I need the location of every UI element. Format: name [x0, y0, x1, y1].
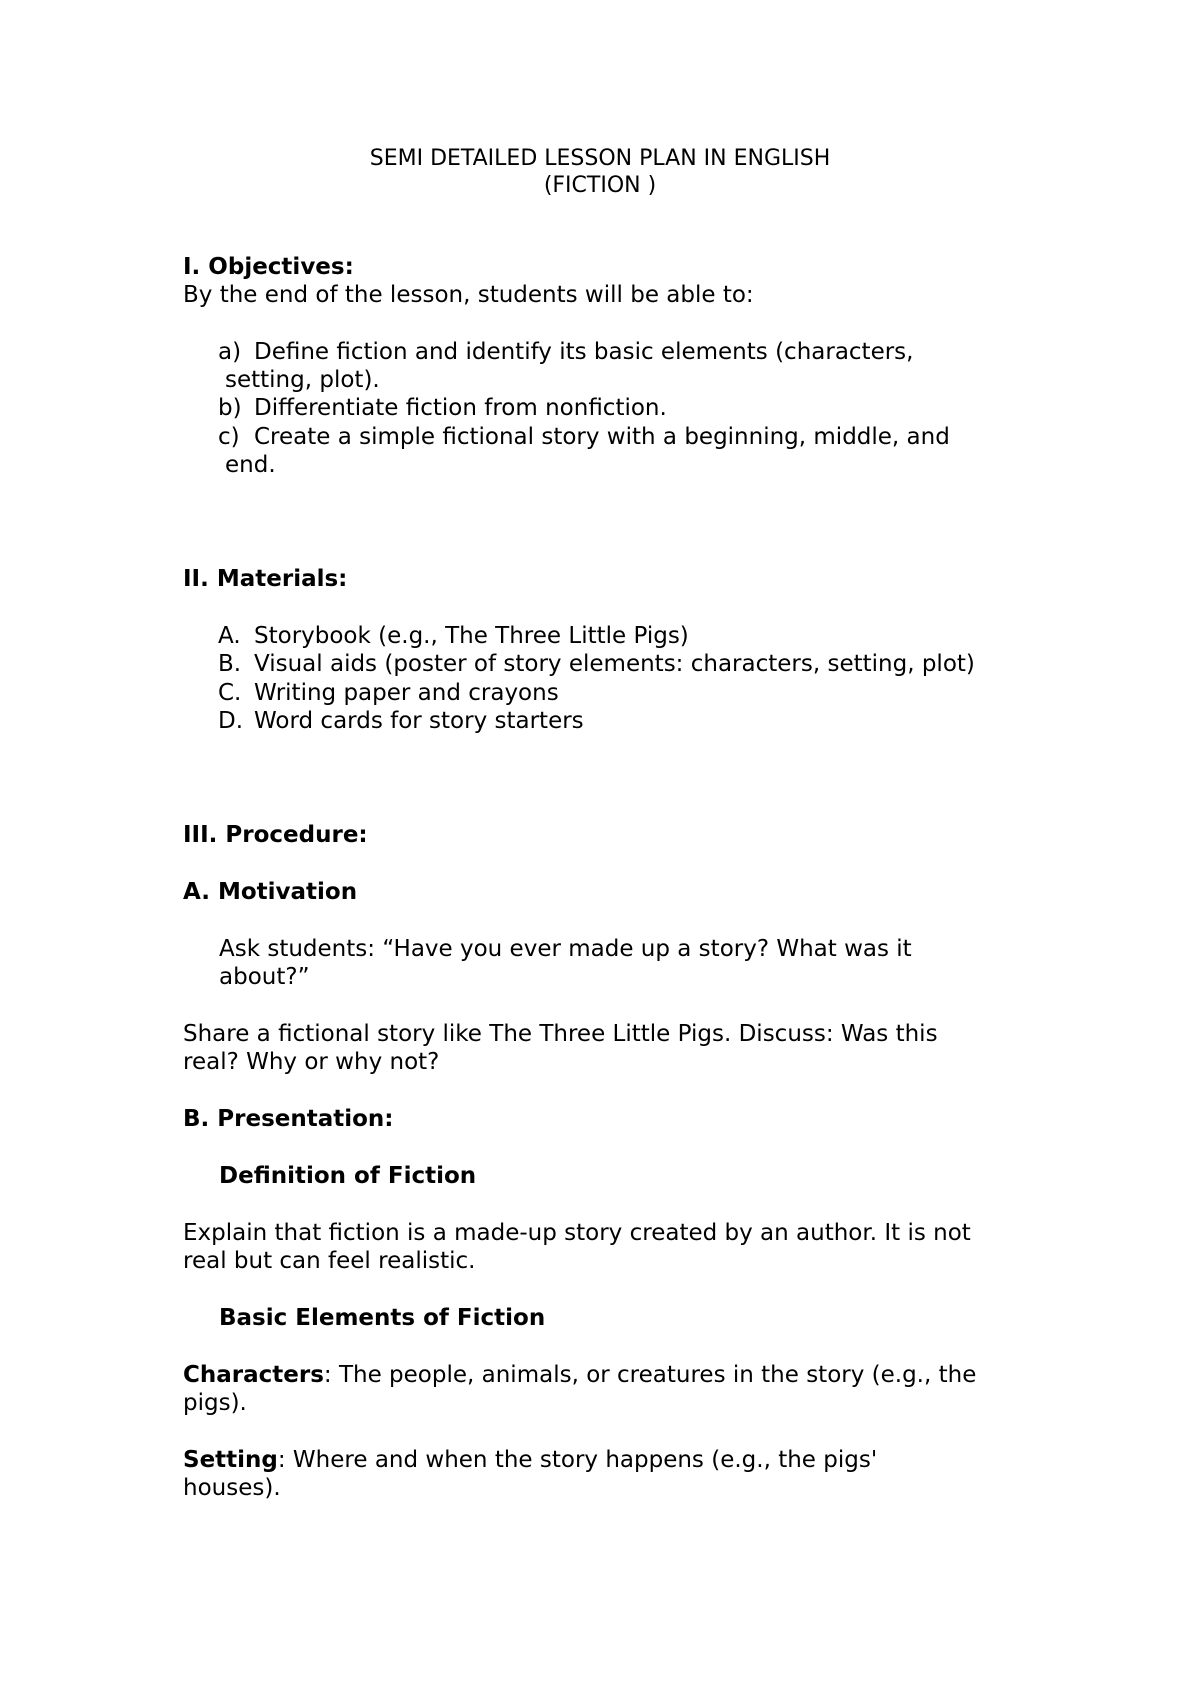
characters-term: Characters	[183, 1362, 324, 1388]
objective-marker: a)	[218, 339, 242, 365]
material-text: Visual aids (poster of story elements: characters, setting, plot)	[254, 651, 975, 677]
setting-text: : Where and when the story happens (e.g., the pigs'	[277, 1447, 878, 1473]
material-marker: D.	[218, 708, 244, 734]
material-item-d	[218, 707, 584, 735]
objectives-heading: I. Objectives:	[183, 254, 354, 280]
material-marker: C.	[218, 680, 242, 706]
motivation-question-continued: about?”	[219, 964, 310, 990]
definition-text-continued: real but can feel realistic.	[183, 1248, 476, 1274]
document-title: SEMI DETAILED LESSON PLAN IN ENGLISH	[369, 146, 831, 171]
objectives-intro: By the end of the lesson, students will be able to:	[183, 282, 754, 308]
objective-item-c-continued: end.	[225, 452, 276, 478]
motivation-share-continued: real? Why or why not?	[183, 1049, 440, 1075]
objective-item-a	[218, 338, 913, 366]
objective-item-c	[218, 423, 950, 451]
material-text: Writing paper and crayons	[254, 680, 559, 706]
definition-text: Explain that fiction is a made-up story created by an author. It is not	[183, 1220, 971, 1246]
procedure-heading: III. Procedure:	[183, 822, 368, 848]
characters-definition	[183, 1361, 976, 1389]
material-text: Storybook (e.g., The Three Little Pigs)	[254, 623, 689, 649]
motivation-share: Share a fictional story like The Three Little Pigs. Discuss: Was this	[183, 1021, 938, 1047]
material-item-b	[218, 650, 975, 678]
characters-definition-continued: pigs).	[183, 1390, 247, 1416]
material-text: Word cards for story starters	[254, 708, 584, 734]
objective-marker: b)	[218, 395, 242, 421]
elements-heading: Basic Elements of Fiction	[219, 1305, 546, 1331]
document-subtitle: (FICTION )	[543, 173, 657, 198]
objective-text: Differentiate fiction from nonfiction.	[254, 395, 667, 421]
material-marker: B.	[218, 651, 242, 677]
setting-definition-continued: houses).	[183, 1475, 281, 1501]
material-item-a	[218, 622, 689, 650]
motivation-question: Ask students: “Have you ever made up a story? What was it	[219, 936, 912, 962]
material-item-c	[218, 679, 559, 707]
motivation-heading: A. Motivation	[183, 879, 358, 905]
objective-item-b	[218, 394, 667, 422]
objective-text: Define fiction and identify its basic elements (characters,	[254, 339, 914, 365]
definition-heading: Definition of Fiction	[219, 1163, 477, 1189]
setting-definition	[183, 1446, 877, 1474]
characters-text: : The people, animals, or creatures in the story (e.g., the	[323, 1362, 977, 1388]
objective-marker: c)	[218, 424, 240, 450]
materials-heading: II. Materials:	[183, 566, 348, 592]
objective-item-a-continued: setting, plot).	[225, 367, 380, 393]
presentation-heading: B. Presentation:	[183, 1106, 394, 1132]
material-marker: A.	[218, 623, 241, 649]
objective-text: Create a simple fictional story with a beginning, middle, and	[254, 424, 950, 450]
setting-term: Setting	[183, 1447, 278, 1473]
